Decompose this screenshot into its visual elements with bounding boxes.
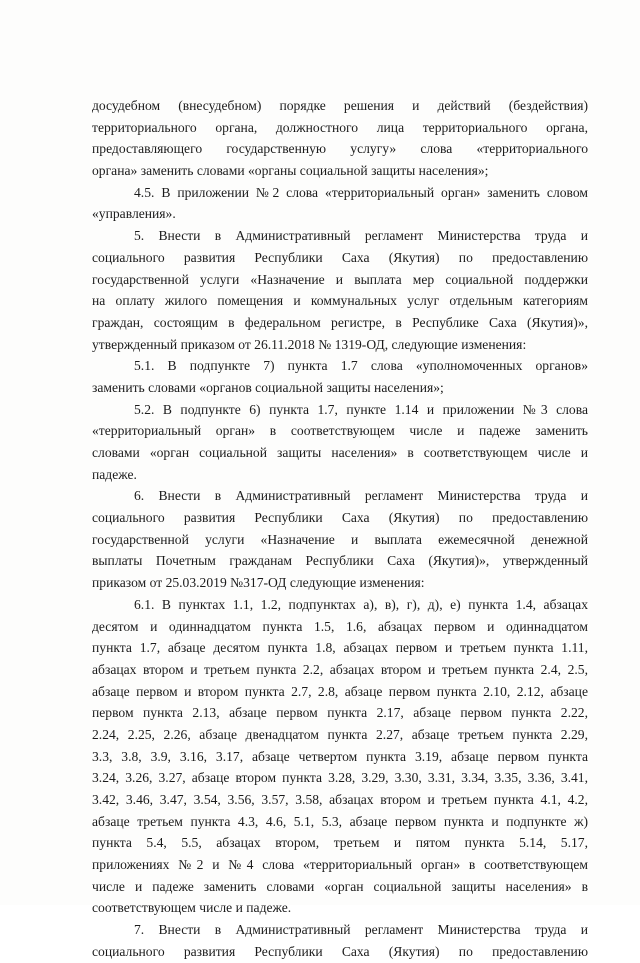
text-line: досудебном (внесудебном) порядке решения и действий (бездействия)	[92, 98, 588, 113]
text-line: десятом и одиннадцатом пункта 1.5, 1.6, абзацах первом и одиннадцатом	[92, 618, 588, 634]
text-line: падеже.	[92, 466, 137, 482]
text-line: числе и падеже заменить словами «орган социальной защиты населения» в	[92, 878, 588, 894]
text-line: 4.5. В приложении №2 слова «территориальный орган» заменить словом	[134, 184, 588, 200]
text-line: социального развития Республики Саха (Якутия) по предоставлению	[92, 943, 588, 959]
text-line: 2.24, 2.25, 2.26, абзаце двенадцатом пункта 2.27, абзаце третьем пункта 2.29,	[92, 726, 588, 742]
text-line: социального развития Республики Саха (Якутия) по предоставлению	[92, 249, 588, 265]
text-line: пункта 5.4, 5.5, абзацах втором, третьем и пятом пункта 5.14, 5.17,	[92, 835, 588, 851]
text-line: «управления».	[92, 206, 176, 222]
text-line: 3.42, 3.46, 3.47, 3.54, 3.56, 3.57, 3.58, абзацах втором и третьем пункта 4.1, 4.2,	[92, 792, 588, 807]
text-line: соответствующем числе и падеже.	[92, 900, 292, 916]
text-line: пункта 1.7, абзаце десятом пункта 1.8, абзацах первом и третьем пункта 1.11,	[92, 640, 588, 656]
text-line: словами «орган социальной защиты населения» в соответствующем числе и	[92, 445, 588, 460]
text-line: органа» заменить словами «органы социальной защиты населения»;	[92, 163, 489, 179]
text-line: выплаты Почетным гражданам Республики Саха (Якутия)», утвержденный	[92, 553, 588, 569]
text-line: абзаце третьем пункта 4.3, 4.6, 5.1, 5.3, абзаце первом пункта и подпункте ж)	[92, 813, 588, 829]
text-line: государственной услуги «Назначение и выплата мер социальной поддержки	[92, 271, 588, 287]
text-line: территориального органа, должностного лица территориального органа,	[92, 119, 588, 135]
text-line: абзаце первом и втором пункта 2.7, 2.8, абзаце первом пункта 2.10, 2.12, абзаце	[92, 683, 588, 699]
document-body	[92, 95, 588, 963]
text-line: 7. Внести в Административный регламент Министерства труда и	[134, 922, 588, 938]
text-line: социального развития Республики Саха (Якутия) по предоставлению	[92, 510, 588, 526]
text-line: 3.3, 3.8, 3.9, 3.16, 3.17, абзаце четвертом пункта 3.19, абзаце первом пункта	[92, 748, 588, 764]
text-line: заменить словами «органов социальной защиты населения»;	[92, 379, 444, 395]
text-line: абзацах втором и третьем пункта 2.2, абзацах втором и третьем пункта 2.4, 2.5,	[92, 661, 588, 677]
text-line: «территориальный орган» в соответствующем числе и падеже заменить	[92, 423, 588, 439]
text-line: 5.2. В подпункте 6) пункта 1.7, пункте 1.14 и приложении №3 слова	[134, 401, 588, 417]
text-line: на оплату жилого помещения и коммунальных услуг отдельным категориям	[92, 293, 588, 309]
text-line: 5. Внести в Административный регламент Министерства труда и	[134, 228, 588, 244]
text-line: приложениях №2 и №4 слова «территориальный орган» в соответствующем	[92, 857, 588, 873]
text-line: предоставляющего государственную услугу» слова «территориального	[92, 141, 588, 157]
text-line: приказом от 25.03.2019 №317-ОД следующие изменения:	[92, 575, 425, 591]
text-line: 3.24, 3.26, 3.27, абзаце втором пункта 3.28, 3.29, 3.30, 3.31, 3.34, 3.35, 3.36, 3.41,	[92, 770, 588, 786]
text-line: утвержденный приказом от 26.11.2018 № 1319-ОД, следующие изменения:	[92, 336, 527, 352]
text-line: граждан, состоящим в федеральном регистре, в Республике Саха (Якутия)»,	[92, 314, 588, 330]
text-line: 6.1. В пунктах 1.1, 1.2, подпунктах а), в), г), д), е) пункта 1.4, абзацах	[134, 596, 588, 612]
text-line: государственной услуги «Назначение и выплата ежемесячной денежной	[92, 531, 588, 547]
text-line: 5.1. В подпункте 7) пункта 1.7 слова «уполномоченных органов»	[134, 358, 588, 374]
text-line: первом пункта 2.13, абзаце первом пункта 2.17, абзаце первом пункта 2.22,	[92, 705, 588, 721]
text-line: 6. Внести в Административный регламент Министерства труда и	[134, 488, 588, 504]
